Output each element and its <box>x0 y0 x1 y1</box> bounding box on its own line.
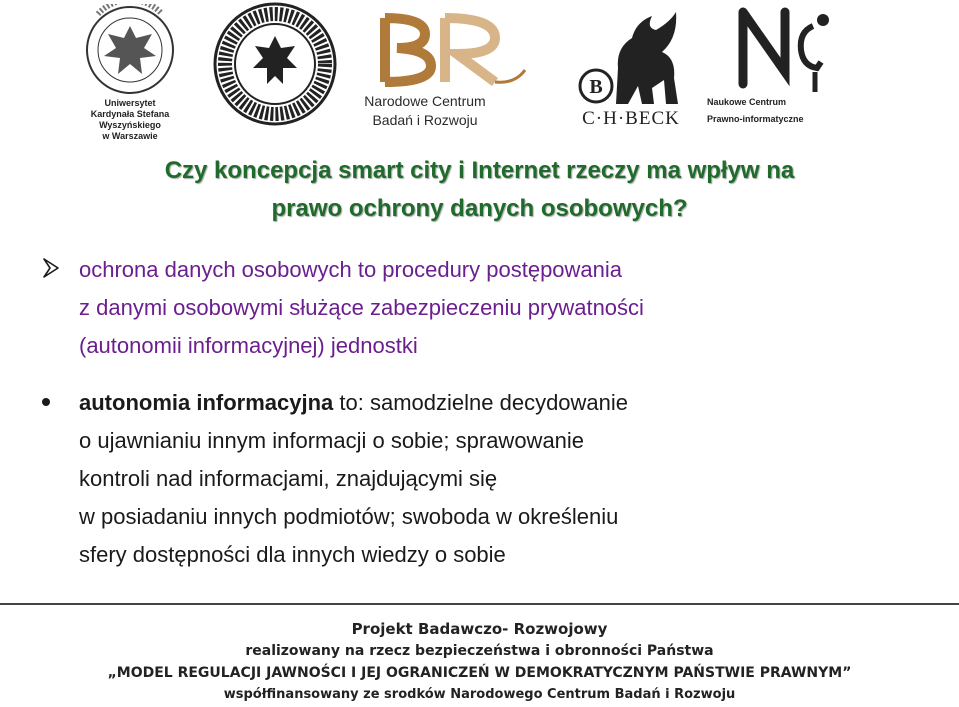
footer-line-model: „MODEL REGULACJI JAWNOŚCI I JEJ OGRANICZEŃ W DEMOKRATYCZNYM PAŃSTWIE PRAWNYM” <box>107 665 852 681</box>
bullet-item-line: w posiadaniu innych podmiotów; swoboda w określeniu <box>79 504 619 529</box>
arrow-bullet-icon <box>42 257 62 279</box>
arrow-item-text <box>79 251 644 365</box>
bullet-item-text <box>79 384 628 574</box>
bullet-item-line: o ujawnianiu innym informacji o sobie; sprawowanie <box>79 428 585 453</box>
title-line-2: prawo ochrony danych osobowych? <box>271 195 688 222</box>
arrow-item-line: ochrona danych osobowych to procedury postępowania <box>79 257 623 282</box>
uwr-logo <box>213 2 337 126</box>
project-footer <box>0 618 959 706</box>
bullet-item-line: kontroli nad informacjami, znajdującymi się <box>79 466 498 491</box>
bullet-dot-icon <box>42 398 50 406</box>
footer-line-funding: współfinansowany ze srodków Narodowego Centrum Badań i Rozwoju <box>223 687 736 702</box>
uwr-seal-icon <box>213 2 337 126</box>
ncbr-br-icon <box>345 10 545 90</box>
uksw-caption-line: w Warszawie <box>102 131 158 141</box>
uksw-caption-line: Kardynała Stefana Wyszyńskiego <box>90 109 170 130</box>
ncp-monogram-icon <box>705 2 855 92</box>
griffin-icon <box>566 8 696 108</box>
ncp-caption-line: Prawno-informatyczne <box>707 114 804 124</box>
ncbr-caption-line: Narodowe Centrum <box>364 93 486 109</box>
svg-text:B: B <box>589 76 603 98</box>
defined-term: autonomia informacyjna <box>79 390 334 415</box>
ncp-caption-line: Naukowe Centrum <box>707 97 787 107</box>
bullet-item-line: sfery dostępności dla innych wiedzy o sobie <box>79 542 506 567</box>
footer-line-purpose: realizowany na rzecz bezpieczeństwa i obronności Państwa <box>245 643 714 659</box>
arrow-item-line: z danymi osobowymi służące zabezpieczeniu prywatności <box>79 295 644 320</box>
footer-divider <box>0 603 959 605</box>
chbeck-wordmark: C·H·BECK <box>582 108 680 129</box>
ncbr-caption-line: Badań i Rozwoju <box>372 112 478 128</box>
uksw-caption-line: Uniwersytet <box>104 98 156 108</box>
uksw-logo <box>60 4 200 141</box>
title-line-1: Czy koncepcja smart city i Internet rzeczy ma wpływ na <box>164 157 795 184</box>
uksw-seal-icon <box>60 4 200 96</box>
definition-start: to: samodzielne decydowanie <box>333 390 629 415</box>
bullet-item-first-line <box>79 384 628 422</box>
logo-strip <box>0 0 959 140</box>
slide-title <box>0 152 959 228</box>
chbeck-logo <box>566 8 696 134</box>
footer-line-project: Projekt Badawczo- Rozwojowy <box>351 620 608 638</box>
arrow-item-line: (autonomii informacyjnej) jednostki <box>79 333 418 358</box>
ncp-logo <box>705 2 855 132</box>
ncbr-logo <box>345 10 545 135</box>
